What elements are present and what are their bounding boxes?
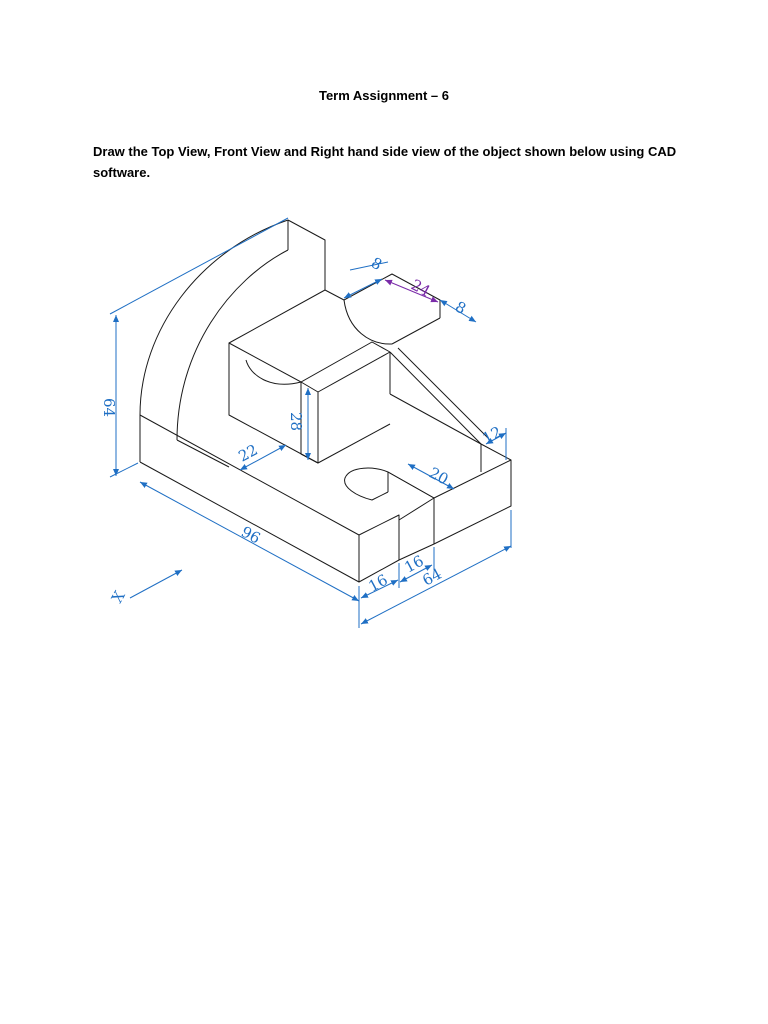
dim-base-step-a-16: 16 [365,570,391,596]
dim-slot-20: 20 [426,463,452,489]
dim-offset-22: 22 [235,440,261,466]
dimension-labels [100,254,505,606]
dim-length-96: 96 [238,522,264,548]
dim-top-8: 8 [368,253,386,275]
assignment-instruction: Draw the Top View, Front View and Right hand side view of the object shown below using CAD software. [93,144,677,180]
object-outline [140,220,511,582]
dim-upright-28: 28 [287,412,305,432]
dim-height-64: 64 [100,398,118,418]
dim-rib-offset-8: 8 [452,297,470,319]
dim-rib-12: 12 [479,422,505,448]
dim-base-step-b-16: 16 [401,551,427,577]
dim-depth-64: 64 [419,564,445,590]
view-direction-x: X [107,587,129,606]
dim-slot-24: 24 [408,275,434,301]
page-title: Term Assignment – 6 [318,88,450,103]
